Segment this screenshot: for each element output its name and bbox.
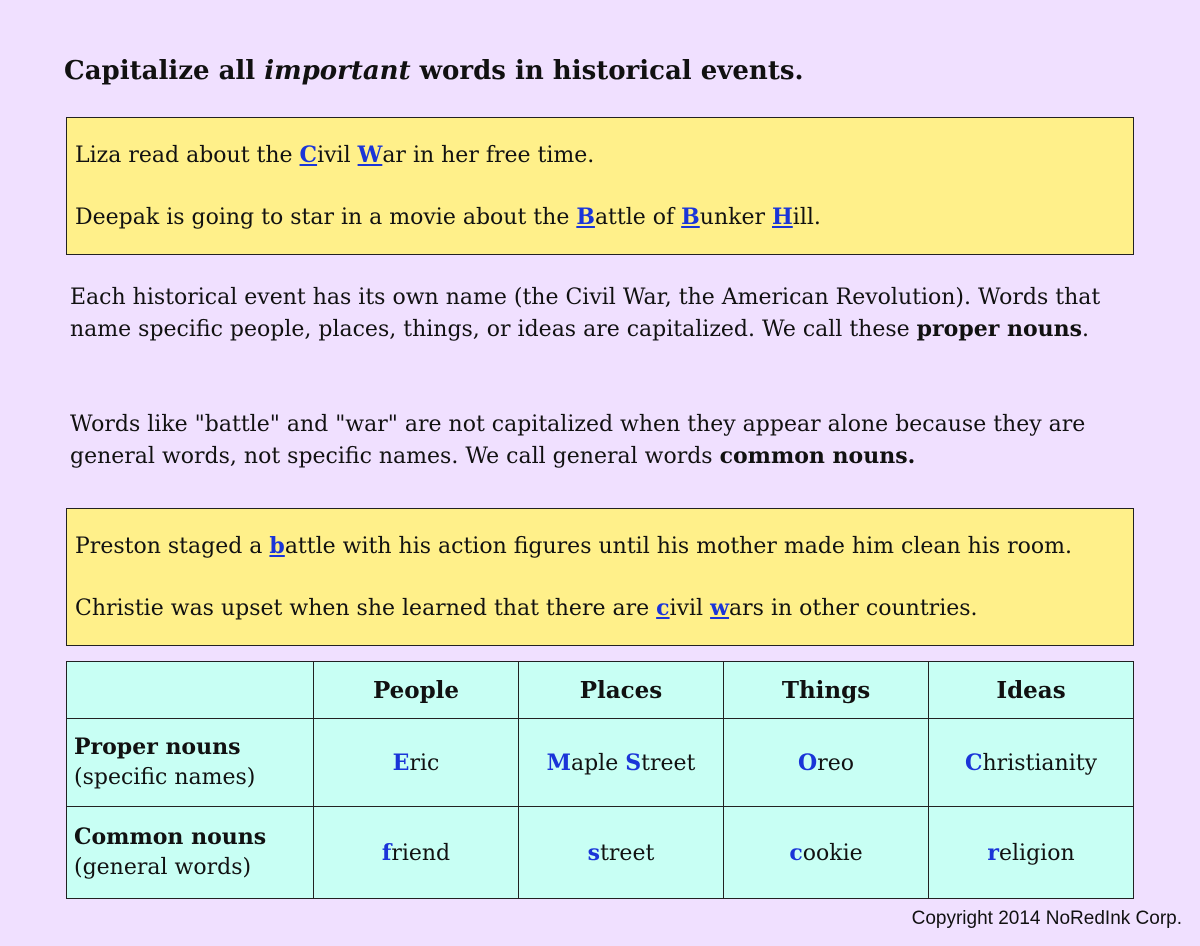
nouns-table [66, 661, 1134, 899]
explanation-proper: Each historical event has its own name (the Civil War, the American Revolution). Words that name specific people, places, things, or ideas are capitalized. We call these proper nouns. [70, 285, 1101, 342]
example-sentence: Preston staged a battle with his action figures until his mother made him clean his room. [75, 533, 1072, 559]
capital-letter: B [681, 204, 700, 230]
title-emphasis: important [264, 56, 411, 86]
column-header: People [314, 662, 519, 719]
table-cell: cookie [724, 807, 929, 899]
capital-letter: C [299, 142, 318, 168]
column-header: Things [724, 662, 929, 719]
table-cell: Oreo [724, 719, 929, 807]
lowercase-letter: c [656, 595, 670, 621]
lowercase-letter: b [269, 533, 285, 559]
table-row [67, 807, 1134, 899]
table-corner [67, 662, 314, 719]
term-proper-nouns: proper nouns [916, 315, 1082, 342]
example-box-common [66, 508, 1134, 646]
table-cell: friend [314, 807, 519, 899]
example-sentence: Liza read about the Civil War in her free time. [75, 142, 595, 168]
page-title: Capitalize all important words in historical events. [64, 56, 804, 86]
example-sentence: Deepak is going to star in a movie about the Battle of Bunker Hill. [75, 204, 821, 230]
column-header: Ideas [929, 662, 1134, 719]
table-cell: religion [929, 807, 1134, 899]
table-row [67, 719, 1134, 807]
row-header: Proper nouns (specific names) [67, 719, 314, 807]
explanation-common: Words like "battle" and "war" are not capitalized when they appear alone because they are general words, not specific names. We call general words common nouns. [70, 412, 1086, 469]
copyright-notice: Copyright 2014 NoRedInk Corp. [911, 908, 1182, 929]
row-header: Common nouns (general words) [67, 807, 314, 899]
capital-letter: W [357, 142, 383, 168]
lowercase-letter: w [710, 595, 730, 621]
table-cell: street [519, 807, 724, 899]
table-cell: Christianity [929, 719, 1134, 807]
table-cell: Eric [314, 719, 519, 807]
example-box-proper [66, 117, 1134, 255]
capital-letter: H [771, 204, 793, 230]
example-sentence: Christie was upset when she learned that there are civil wars in other countries. [75, 595, 978, 621]
column-header: Places [519, 662, 724, 719]
term-common-nouns: common nouns. [719, 442, 916, 469]
table-header-row [67, 662, 1134, 719]
capital-letter: B [576, 204, 595, 230]
table-cell: Maple Street [519, 719, 724, 807]
